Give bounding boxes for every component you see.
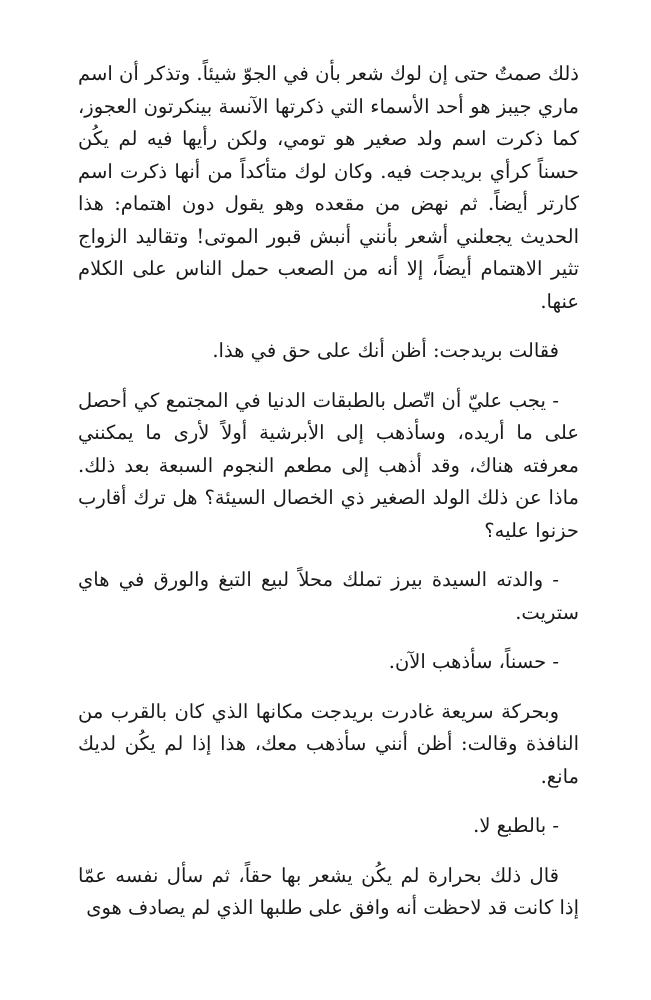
paragraph-luke-plan: - يجب عليّ أن اتّصل بالطبقات الدنيا في المجتمع كي أحصل على ما أريده، وسأذهب إلى الأبرشية أولاً لأرى ما يمكنني معرفته هناك، وقد أذهب إلى مطعم النجوم السبعة بعد ذلك. ماذا عن ذلك الولد الصغير ذي الخصال السيئة؟ هل ترك أقارب حزنوا عليه؟: [78, 388, 579, 542]
paragraph-leaving: - حسناً، سأذهب الآن.: [388, 650, 559, 673]
paragraph-bridget-joins: وبحركة سريعة غادرت بريدجت مكانها الذي كان بالقرب من النافذة وقالت: أظن أنني سأذهب معك، هذا إذا لم يكُن لديك مانع.: [78, 699, 579, 788]
paragraph-narration-2: قال ذلك بحرارة لم يكُن يشعر بها حقاً، ثم سأل نفسه عمّا إذا كانت قد لاحظت أنه وافق على طلبها الذي لم يصادف هوى: [78, 863, 579, 919]
paragraph-mother-shop: - والدته السيدة بيرز تملك محلاً لبيع التبغ والورق في هاي ستريت.: [78, 568, 579, 624]
paragraph-of-course-not: - بالطبع لا.: [473, 814, 559, 837]
paragraph-narration-1: ذلك صمتٌ حتى إن لوك شعر بأن في الجوّ شيئاً. وتذكر أن اسم ماري جيبز هو أحد الأسماء التي ذكرتها الآنسة بينكرتون العجوز، كما ذكرت اسم ولد صغير هو تومي، ولكن رأيها فيه لم يكُن حسناً كرأي بريدجت فيه. وكان لوك متأكداً من أنها ذكرت اسم كارتر أيضاً. ثم نهض من مقعده وهو يقول دون اهتمام: هذا الحديث يجعلني أشعر بأنني أنبش قبور الموتى! وتقاليد الزواج تثير الاهتمام أيضاً، إلا أنه من الصعب حمل الناس على الكلام عنها.: [78, 62, 579, 313]
paragraph-bridget-reply: فقالت بريدجت: أظن أنك على حق في هذا.: [212, 339, 559, 362]
